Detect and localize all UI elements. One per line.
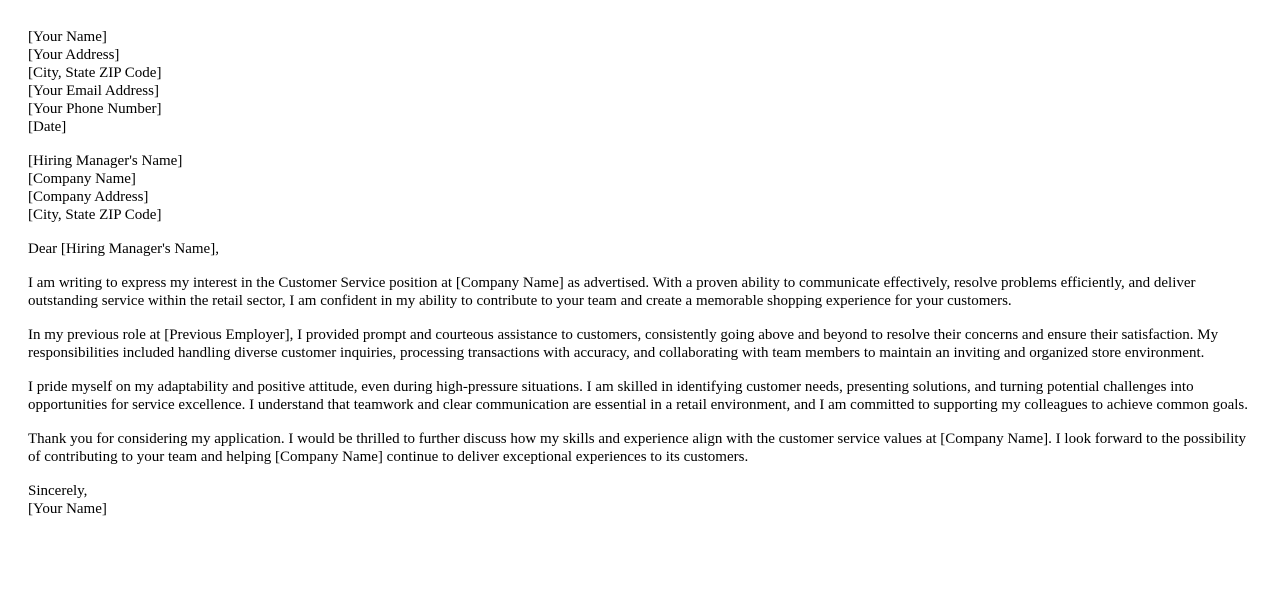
body-paragraph-3: I pride myself on my adaptability and positive attitude, even during high-pressure situations. I am skilled in identifying customer needs, presenting solutions, and turning potential challenges into opportunities for service excellence. I understand that teamwork and clear communication are essential in a retail environment, and I am committed to supporting my colleagues to achieve common goals. — [28, 379, 1249, 413]
sender-address: [Your Address] — [28, 47, 120, 63]
recipient-address-block — [28, 152, 1250, 224]
recipient-name: [Hiring Manager's Name] — [28, 153, 183, 169]
letter-date: [Date] — [28, 119, 67, 135]
valediction: Sincerely, — [28, 483, 88, 499]
closing-block — [28, 482, 1250, 518]
signature-name: [Your Name] — [28, 501, 107, 517]
body-paragraph-4: Thank you for considering my application. I would be thrilled to further discuss how my skills and experience align with the customer service values at [Company Name]. I look forward to the possibility of contributing to your team and helping [Company Name] continue to deliver exceptional experiences to its customers. — [28, 431, 1247, 465]
sender-email: [Your Email Address] — [28, 83, 159, 99]
body-paragraph-1: I am writing to express my interest in the Customer Service position at [Company Name] as advertised. With a proven ability to communicate effectively, resolve problems efficiently, and deliver outstanding service within the retail sector, I am confident in my ability to contribute to your team and create a memorable shopping experience for your customers. — [28, 275, 1196, 309]
recipient-company: [Company Name] — [28, 171, 136, 187]
recipient-company-address: [Company Address] — [28, 189, 149, 205]
sender-address-block — [28, 28, 1250, 136]
sender-name: [Your Name] — [28, 29, 107, 45]
salutation: Dear [Hiring Manager's Name], — [28, 241, 219, 257]
body-paragraph-2: In my previous role at [Previous Employer], I provided prompt and courteous assistance to customers, consistently going above and beyond to resolve their concerns and ensure their satisfaction. My responsibilities included handling diverse customer inquiries, processing transactions with accuracy, and collaborating with team members to maintain an inviting and organized store environment. — [28, 327, 1219, 361]
sender-city-state-zip: [City, State ZIP Code] — [28, 65, 162, 81]
recipient-city-state-zip: [City, State ZIP Code] — [28, 207, 162, 223]
sender-phone: [Your Phone Number] — [28, 101, 162, 117]
